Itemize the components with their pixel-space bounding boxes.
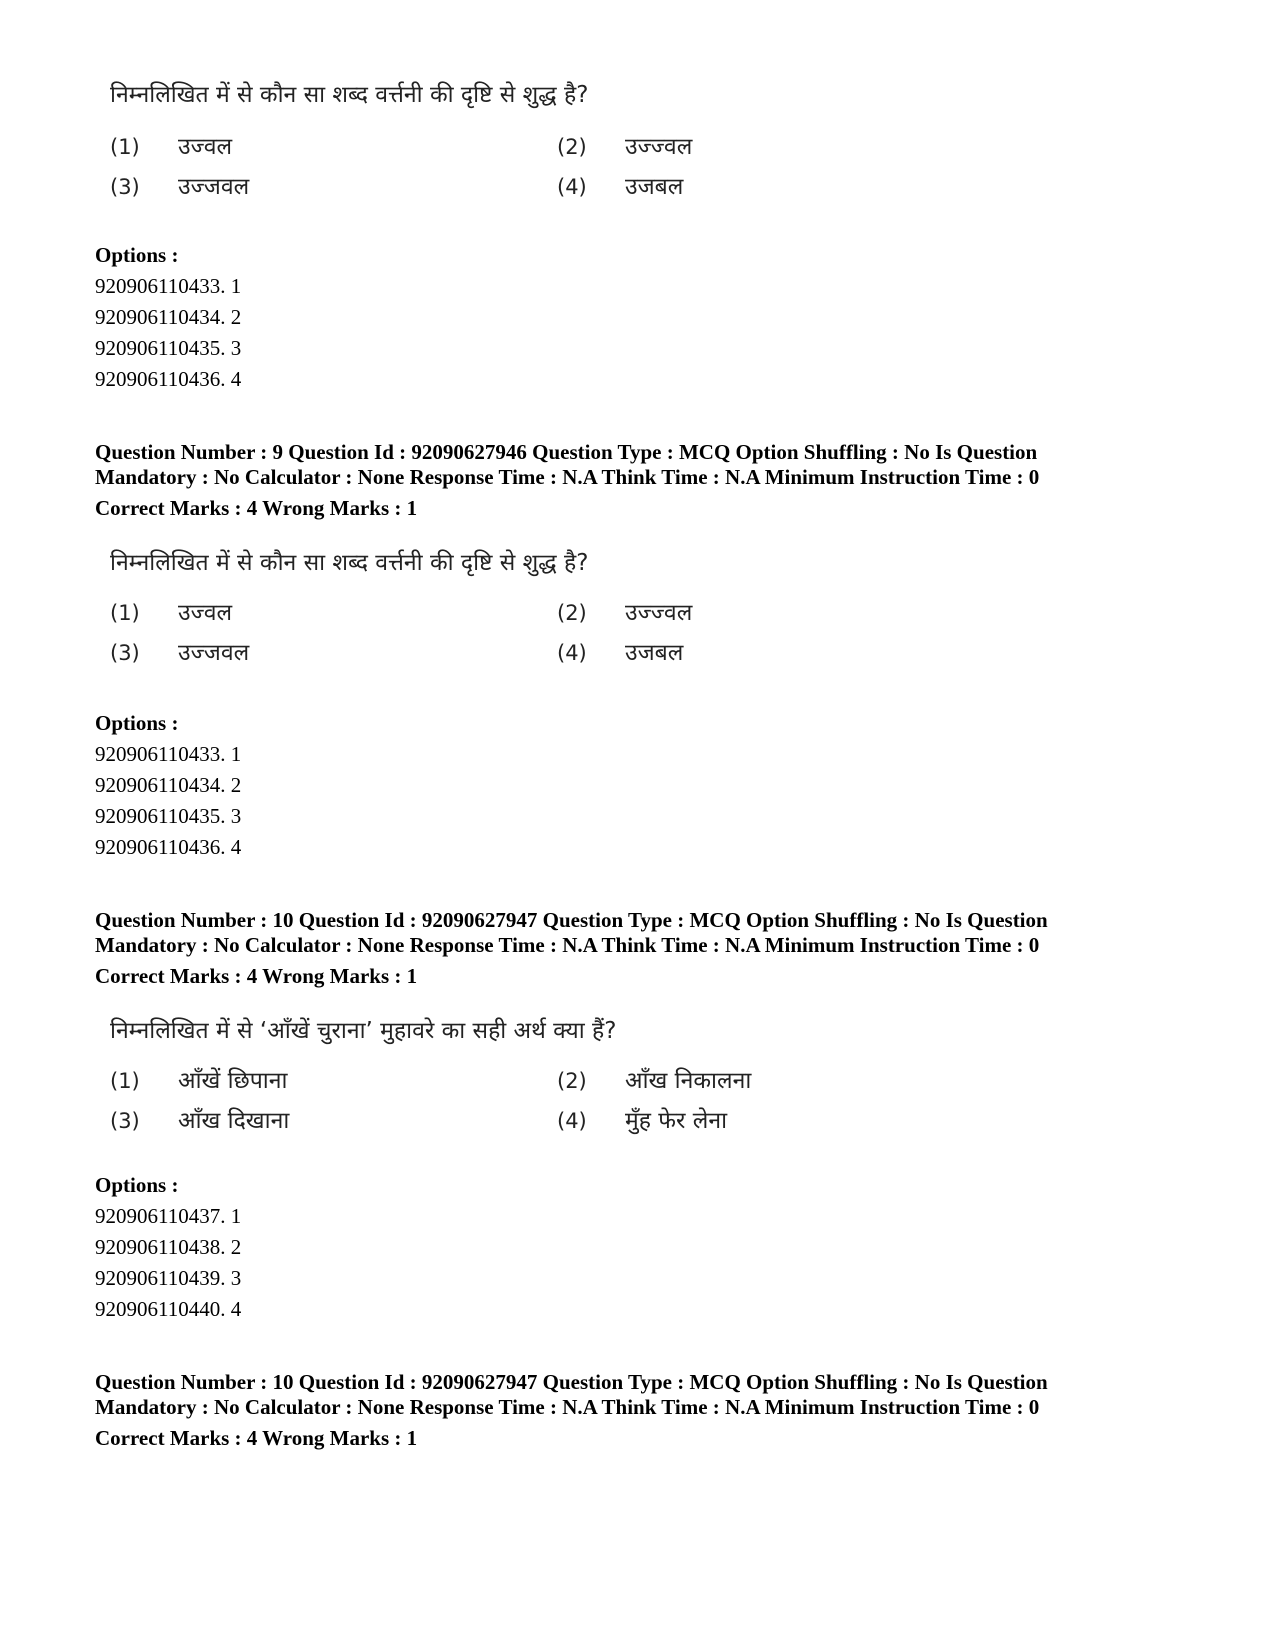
choice-text: उज्जवल [178,174,250,200]
option-item: 920906110434. 2 [95,305,242,329]
choice-text: आँखें छिपाना [178,1068,288,1094]
choice-number: (4) [557,175,587,199]
options-title: Options : [95,1173,179,1197]
choice-number: (2) [557,135,587,159]
option-item: 920906110433. 1 [95,742,242,766]
options-list [95,1170,241,1325]
option-item: 920906110434. 2 [95,773,242,797]
question-meta [95,1370,1195,1451]
question-image [110,1016,1010,1146]
choice-number: (3) [110,1109,140,1133]
choice-number: (1) [110,1069,140,1093]
choice-number: (1) [110,135,140,159]
choice-text: मुँह फेर लेना [625,1108,728,1134]
option-item: 920906110437. 1 [95,1204,242,1228]
choice-text: उजबल [625,174,684,200]
question-stem: निम्नलिखित में से ‘आँखें चुराना’ मुहावरे का सही अर्थ क्या हैं? [110,1018,617,1044]
question-image [110,548,1010,678]
choice-text: उज्जवल [178,640,250,666]
options-title: Options : [95,711,179,735]
question-meta [95,440,1195,521]
choice-text: उज्ज्वल [625,134,693,160]
meta-line: Question Number : 10 Question Id : 92090627947 Question Type : MCQ Option Shuffling : No Is Question [95,908,1048,932]
option-item: 920906110440. 4 [95,1297,242,1321]
option-item: 920906110436. 4 [95,835,242,859]
meta-line: Mandatory : No Calculator : None Response Time : N.A Think Time : N.A Minimum Instruction Time : 0 [95,465,1040,489]
option-item: 920906110438. 2 [95,1235,242,1259]
meta-line: Correct Marks : 4 Wrong Marks : 1 [95,964,418,988]
question-image [110,80,1010,210]
choice-text: उजबल [625,640,684,666]
meta-line: Question Number : 10 Question Id : 92090627947 Question Type : MCQ Option Shuffling : No Is Question [95,1370,1048,1394]
meta-line: Correct Marks : 4 Wrong Marks : 1 [95,1426,418,1450]
option-item: 920906110435. 3 [95,804,242,828]
meta-line: Question Number : 9 Question Id : 92090627946 Question Type : MCQ Option Shuffling : No Is Question [95,440,1038,464]
choice-number: (4) [557,1109,587,1133]
choice-text: उज्वल [178,134,233,160]
meta-line: Mandatory : No Calculator : None Response Time : N.A Think Time : N.A Minimum Instruction Time : 0 [95,933,1040,957]
options-list [95,708,241,863]
options-list [95,240,241,395]
choice-number: (2) [557,1069,587,1093]
meta-line: Correct Marks : 4 Wrong Marks : 1 [95,496,418,520]
choice-number: (1) [110,601,140,625]
choice-number: (3) [110,641,140,665]
question-meta [95,908,1195,989]
meta-line: Mandatory : No Calculator : None Response Time : N.A Think Time : N.A Minimum Instruction Time : 0 [95,1395,1040,1419]
choice-text: आँख दिखाना [178,1108,290,1134]
option-item: 920906110433. 1 [95,274,242,298]
choice-text: उज्वल [178,600,233,626]
choice-number: (3) [110,175,140,199]
question-stem: निम्नलिखित में से कौन सा शब्द वर्त्तनी की दृष्टि से शुद्ध है? [110,550,589,576]
options-title: Options : [95,243,179,267]
option-item: 920906110439. 3 [95,1266,242,1290]
choice-text: आँख निकालना [625,1068,752,1094]
option-item: 920906110435. 3 [95,336,242,360]
choice-number: (4) [557,641,587,665]
choice-number: (2) [557,601,587,625]
choice-text: उज्ज्वल [625,600,693,626]
option-item: 920906110436. 4 [95,367,242,391]
question-stem: निम्नलिखित में से कौन सा शब्द वर्त्तनी की दृष्टि से शुद्ध है? [110,82,589,108]
